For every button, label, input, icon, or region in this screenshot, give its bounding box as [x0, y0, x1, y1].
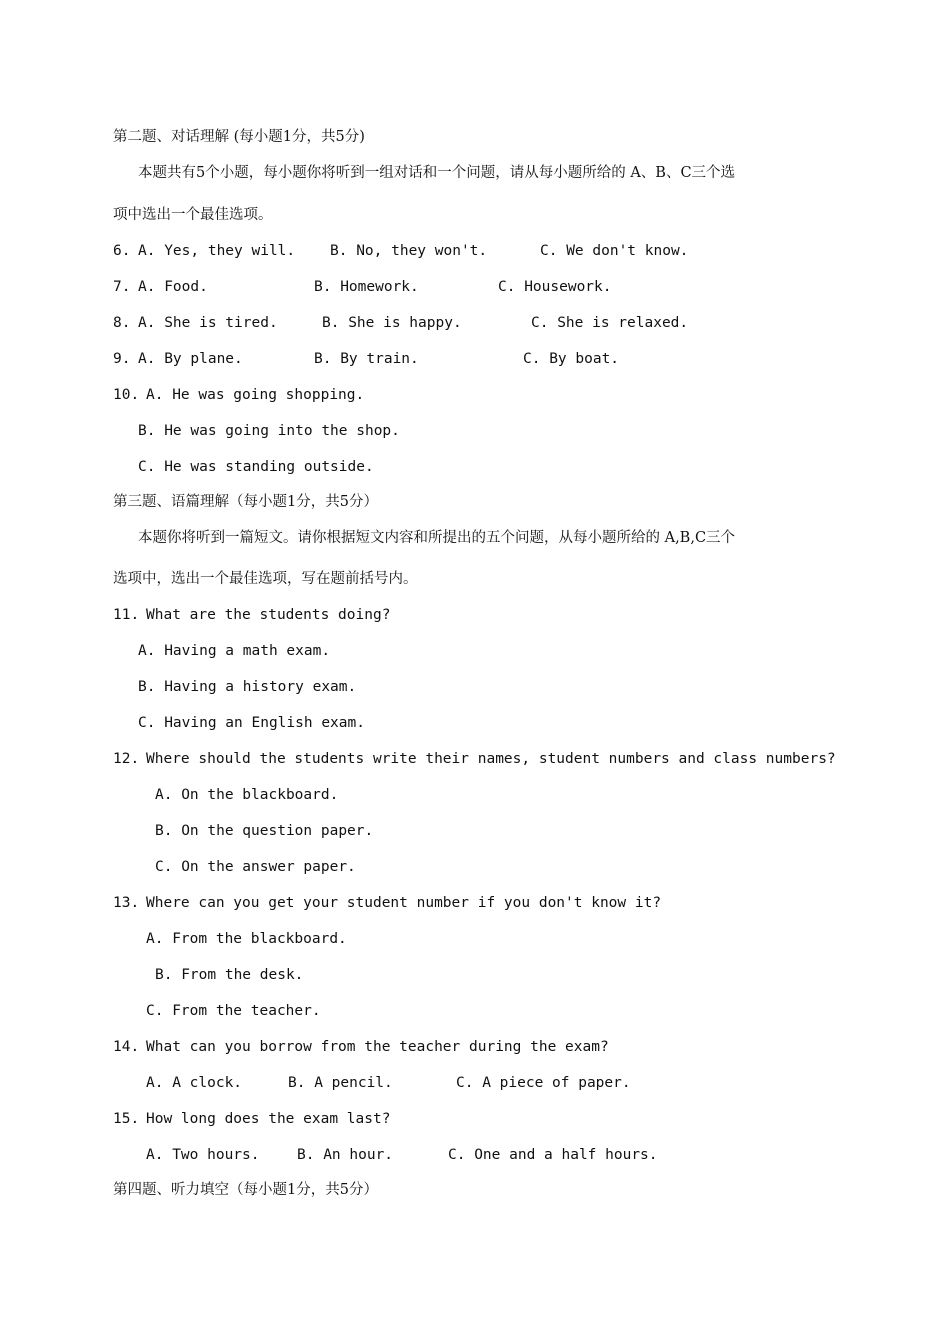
option-a: A. Two hours. — [146, 1147, 260, 1163]
option-a: A. Yes, they will. — [138, 243, 296, 259]
option-c: C. On the answer paper. — [155, 859, 356, 875]
question-number: 11. — [113, 607, 140, 623]
option-b: B. Having a history exam. — [138, 679, 357, 695]
option-a: A. She is tired. — [138, 315, 278, 331]
option-c: C. She is relaxed. — [531, 315, 689, 331]
question-number: 10. — [113, 387, 140, 403]
option-c: C. A piece of paper. — [456, 1075, 631, 1091]
option-c: C. From the teacher. — [146, 1003, 321, 1019]
option-a: A. Having a math exam. — [138, 643, 331, 659]
option-b: B. From the desk. — [155, 967, 304, 983]
section4-heading: 第四题、听力填空（每小题1分，共5分） — [113, 1182, 378, 1198]
option-b: B. A pencil. — [288, 1075, 393, 1091]
option-c: C. We don't know. — [540, 243, 689, 259]
option-b: B. By train. — [314, 351, 419, 367]
option-a: A. He was going shopping. — [146, 387, 365, 403]
option-a: A. On the blackboard. — [155, 787, 339, 803]
question-number: 8. — [113, 315, 131, 331]
question-text: Where should the students write their names, student numbers and class numbers? — [146, 751, 836, 767]
section2-heading: 第二题、对话理解 (每小题1分，共5分) — [113, 129, 365, 145]
option-a: A. A clock. — [146, 1075, 243, 1091]
option-b: B. She is happy. — [322, 315, 462, 331]
option-c: C. Having an English exam. — [138, 715, 365, 731]
section3-intro-line2: 选项中，选出一个最佳选项，写在题前括号内。 — [113, 571, 418, 587]
question-number: 13. — [113, 895, 140, 911]
section3-heading: 第三题、语篇理解（每小题1分，共5分） — [113, 494, 378, 510]
option-c: C. He was standing outside. — [138, 459, 374, 475]
question-number: 6. — [113, 243, 131, 259]
section3-intro-line1: 本题你将听到一篇短文。请你根据短文内容和所提出的五个问题，从每小题所给的 A,B,C三个 — [138, 530, 736, 546]
question-text: What are the students doing? — [146, 607, 391, 623]
question-number: 9. — [113, 351, 131, 367]
option-b: B. On the question paper. — [155, 823, 374, 839]
question-number: 7. — [113, 279, 131, 295]
option-a: A. Food. — [138, 279, 208, 295]
option-a: A. From the blackboard. — [146, 931, 347, 947]
question-number: 12. — [113, 751, 140, 767]
question-text: How long does the exam last? — [146, 1111, 391, 1127]
option-b: B. No, they won't. — [330, 243, 488, 259]
option-b: B. An hour. — [297, 1147, 394, 1163]
option-a: A. By plane. — [138, 351, 243, 367]
option-b: B. He was going into the shop. — [138, 423, 400, 439]
question-text: Where can you get your student number if you don't know it? — [146, 895, 662, 911]
option-b: B. Homework. — [314, 279, 419, 295]
option-c: C. One and a half hours. — [448, 1147, 658, 1163]
option-c: C. Housework. — [498, 279, 612, 295]
section2-intro-line1: 本题共有5个小题，每小题你将听到一组对话和一个问题，请从每小题所给的 A、B、C三个选 — [138, 165, 736, 181]
question-number: 14. — [113, 1039, 140, 1055]
section2-intro-line2: 项中选出一个最佳选项。 — [113, 207, 273, 223]
question-number: 15. — [113, 1111, 140, 1127]
question-text: What can you borrow from the teacher during the exam? — [146, 1039, 609, 1055]
option-c: C. By boat. — [523, 351, 620, 367]
